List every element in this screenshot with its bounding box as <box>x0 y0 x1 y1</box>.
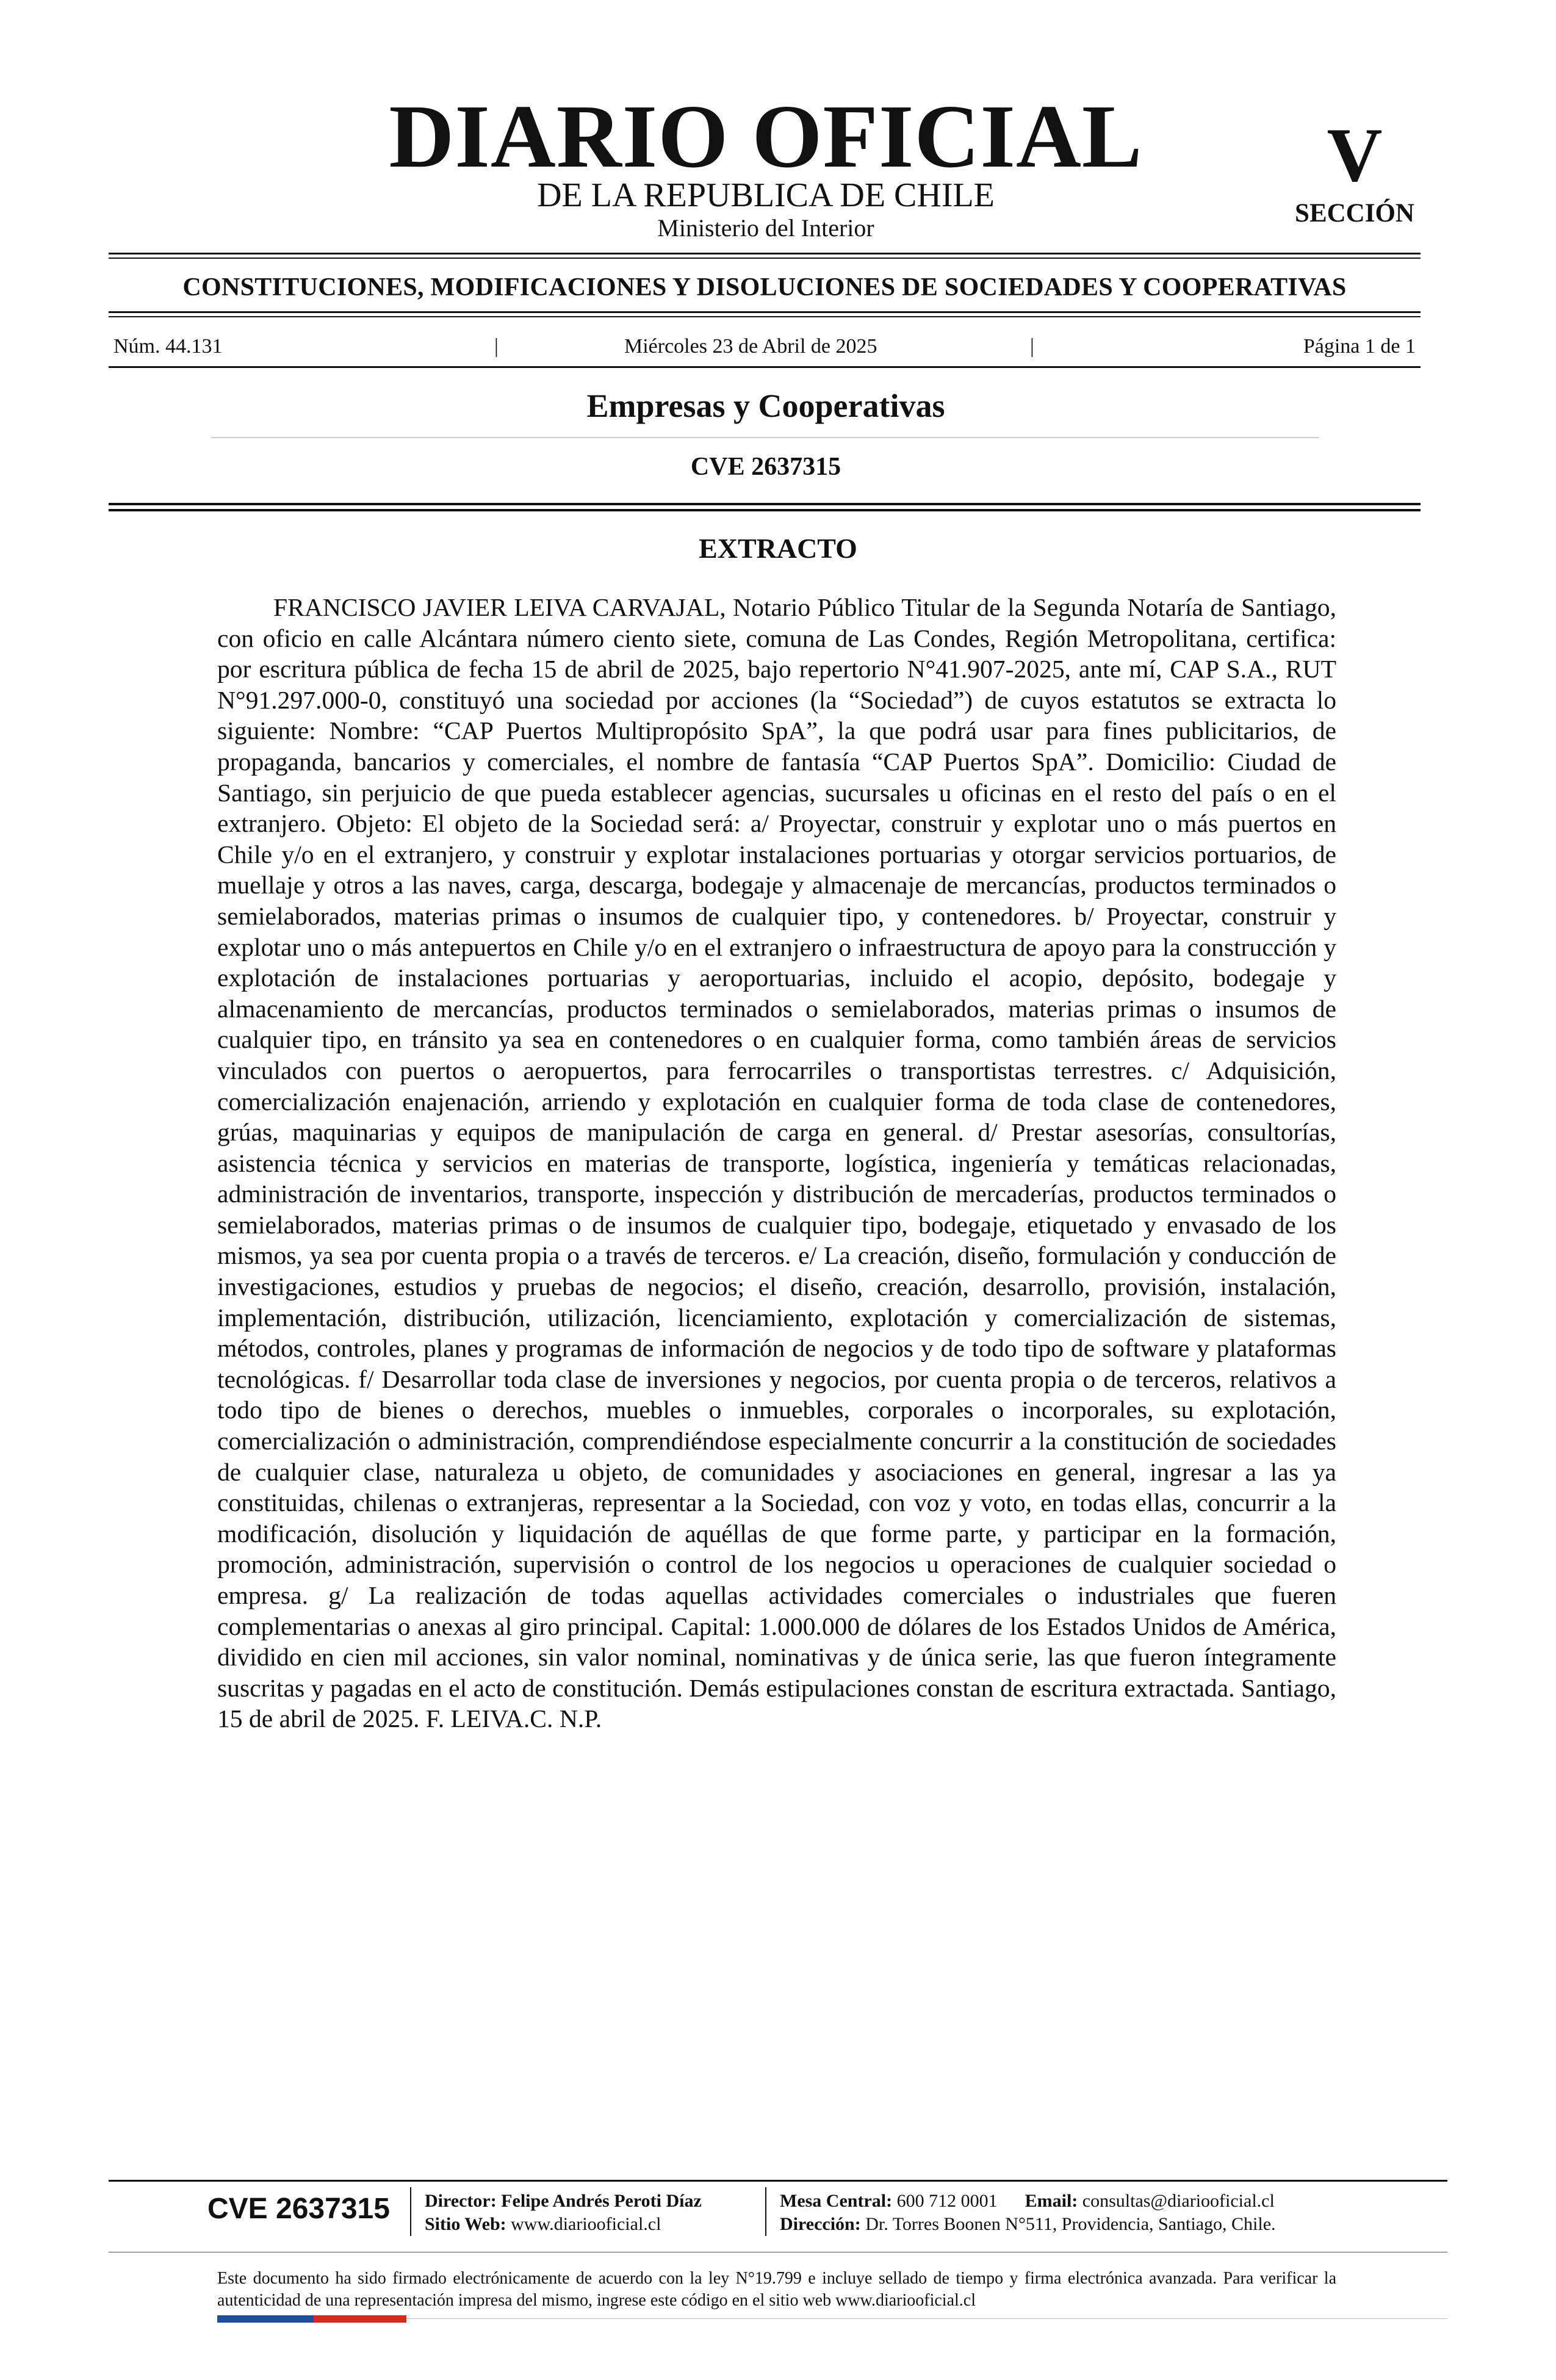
page-indicator: Página 1 de 1 <box>1303 335 1416 358</box>
email-link[interactable]: consultas@diariooficial.cl <box>1082 2191 1275 2211</box>
issue-date: Miércoles 23 de Abril de 2025 <box>624 335 877 358</box>
category-title: CONSTITUCIONES, MODIFICACIONES Y DISOLUCIONES DE SOCIEDADES Y COOPERATIVAS <box>182 273 1347 301</box>
footer-divider <box>406 2318 1447 2319</box>
footer-contact <box>780 2190 1275 2213</box>
document-body <box>217 592 1336 1734</box>
masthead-title: DIARIO OFICIAL <box>389 87 1143 187</box>
footer-address <box>780 2213 1276 2236</box>
footer-director <box>425 2190 702 2213</box>
site-label: Sitio Web: <box>425 2214 506 2234</box>
body-paragraph: FRANCISCO JAVIER LEIVA CARVAJAL, Notario Público Titular de la Segunda Notaría de Santiago, con oficio en calle Alcántara número ciento siete, comuna de Las Condes, Región Metropolitana, certifica: por escritura pública de fecha 15 de abril de 2025, bajo repertorio N°41.907-2025, ante mí, CAP S.A., RUT N°91.297.000-0, constituyó una sociedad por acciones (la “Sociedad”) de cuyos estatutos se extracta lo siguiente: Nombre: “CAP Puertos Multipropósito SpA”, la que podrá usar para fines publicitarios, de propaganda, bancarios y comerciales, el nombre de fantasía “CAP Puertos SpA”. Domicilio: Ciudad de Santiago, sin perjuicio de que pueda establecer agencias, sucursales u oficinas en el resto del país o en el extranjero. Objeto: El objeto de la Sociedad será: a/ Proyectar, construir y explotar uno o más puertos en Chile y/o en el extranjero, y construir y explotar instalaciones portuarias y otorgar servicios portuarios, de muellaje y otros a las naves, carga, descarga, bodegaje y almacenaje de mercancías, productos terminados o semielaborados, materias primas o insumos de cualquier tipo, y contenedores. b/ Proyectar, construir y explotar uno o más antepuertos en Chile y/o en el extranjero o infraestructura de apoyo para la construcción y explotación de instalaciones portuarias y aeroportuarias, incluido el acopio, depósito, bodegaje y almacenamiento de mercancías, productos terminados o semielaborados, materias primas o insumos de cualquier tipo, en tránsito ya sea en contenedores o en cualquier forma, como también áreas de servicios vinculados con puertos o aeropuertos, para ferrocarriles o transportistas terrestres. c/ Adquisición, comercialización enajenación, arriendo y explotación en cualquier forma de toda clase de contenedores, grúas, maquinarias y equipos de manipulación de carga en general. d/ Prestar asesorías, consultorías, asistencia técnica y servicios en materias de transporte, logística, ingeniería y temáticas relacionadas, administración de inventarios, transporte, inspección y distribución de mercaderías, productos terminados o semielaborados, materias primas o de insumos de cualquier tipo, bodegaje, etiquetado y envasado de los mismos, ya sea por cuenta propia o a través de terceros. e/ La creación, diseño, formulación y conducción de investigaciones, estudios y pruebas de negocios; el diseño, creación, desarrollo, provisión, instalación, implementación, distribución, utilización, licenciamiento, explotación y comercialización de sistemas, métodos, controles, planes y programas de información de negocios y de todo tipo de software y plataformas tecnológicas. f/ Desarrollar toda clase de inversiones y negocios, por cuenta propia o de terceros, relativos a todo tipo de bienes o derechos, muebles o inmuebles, corporales o incorporales, su explotación, comercialización o administración, comprendiéndose especialmente concurrir a la constitución de sociedades de cualquier clase, naturaleza u objeto, de comunidades y asociaciones en general, ingresar a las ya constituidas, chilenas o extranjeras, representar a la Sociedad, con voz y voto, en todas ellas, concurrir a la modificación, disolución y liquidación de aquéllas de que forme parte, y participar en la formación, promoción, administración, supervisión o control de los negocios u operaciones de cualquier sociedad o empresa. g/ La realización de todas aquellas actividades comerciales o industriales que fueren complementarias o anexas al giro principal. Capital: 1.000.000 de dólares de los Estados Unidos de América, dividido en cien mil acciones, sin valor nominal, nominativas y de única serie, las que fueron íntegramente suscritas y pagadas en el acto de constitución. Demás estipulaciones constan de escritura extractada. Santiago, 15 de abril de 2025. F. LEIVA.C. N.P. <box>217 593 1336 1733</box>
masthead-ministry: Ministerio del Interior <box>657 214 874 242</box>
director-label: Director: <box>425 2191 497 2211</box>
flag-stripe-red <box>314 2315 406 2323</box>
divider <box>109 258 1421 259</box>
masthead-subtitle: DE LA REPUBLICA DE CHILE <box>537 176 995 214</box>
divider <box>109 509 1421 511</box>
document-heading: EXTRACTO <box>699 533 857 564</box>
section-heading: Empresas y Cooperativas <box>586 388 945 424</box>
footer-note: Este documento ha sido firmado electrónicamente de acuerdo con la ley N°19.799 e incluye sellado de tiempo y firma electrónica avanzada. Para verificar la autenticidad de una representación impresa del mismo, ingrese este código en el sitio web www.diariooficial.cl <box>217 2269 1336 2310</box>
cve-code: CVE 2637315 <box>690 453 841 481</box>
divider <box>211 437 1319 438</box>
issue-info-row <box>109 333 1421 360</box>
divider <box>109 503 1421 505</box>
divider <box>109 366 1421 368</box>
footer-website <box>425 2213 661 2236</box>
divider <box>109 253 1421 254</box>
mesa-phone: 600 712 0001 <box>896 2191 998 2211</box>
divider <box>109 316 1421 317</box>
mesa-label: Mesa Central: <box>780 2191 893 2211</box>
section-label: SECCIÓN <box>1295 199 1414 228</box>
separator: | <box>1030 335 1034 358</box>
separator: | <box>494 335 499 358</box>
issue-number: Núm. 44.131 <box>113 335 223 358</box>
address-value: Dr. Torres Boonen N°511, Providencia, Santiago, Chile. <box>865 2214 1276 2234</box>
address-label: Dirección: <box>780 2214 861 2234</box>
site-link[interactable]: www.diariooficial.cl <box>511 2214 661 2234</box>
director-name: Felipe Andrés Peroti Díaz <box>501 2191 702 2211</box>
footer-divider <box>109 2180 1447 2182</box>
flag-stripe-blue <box>217 2315 314 2323</box>
email-label: Email: <box>1025 2191 1078 2211</box>
footer-cve-code: CVE 2637315 <box>207 2193 390 2225</box>
section-letter: V <box>1327 113 1383 198</box>
divider <box>410 2187 411 2236</box>
divider <box>765 2187 766 2236</box>
divider <box>109 311 1421 313</box>
